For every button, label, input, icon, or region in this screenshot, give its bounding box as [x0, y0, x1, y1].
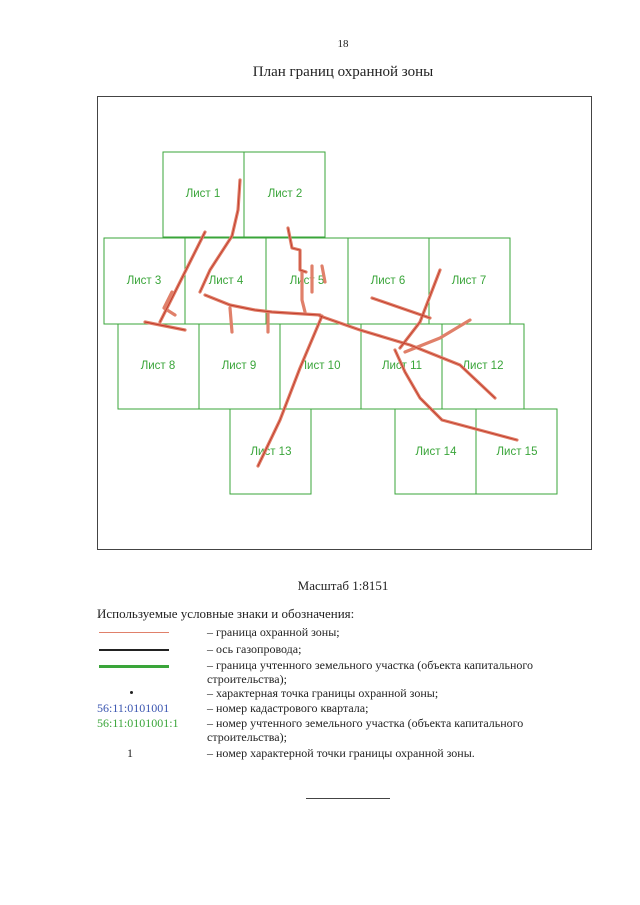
- svg-text:Лист 14: Лист 14: [415, 446, 457, 459]
- svg-text:Лист 13: Лист 13: [250, 446, 292, 459]
- svg-text:Лист 3: Лист 3: [126, 275, 162, 288]
- svg-text:Лист 4: Лист 4: [208, 275, 244, 288]
- svg-text:Лист 7: Лист 7: [451, 275, 487, 288]
- svg-text:Лист 2: Лист 2: [267, 188, 303, 201]
- svg-text:Лист 5: Лист 5: [289, 275, 325, 288]
- sheet-1: [163, 152, 244, 237]
- sheet-10: [280, 324, 361, 409]
- point-number-example: 1: [127, 746, 133, 760]
- svg-text:Лист 9: Лист 9: [221, 360, 257, 373]
- sheet-6: [348, 238, 429, 324]
- sheet-8: [118, 324, 199, 409]
- end-of-page-rule: [306, 798, 390, 799]
- sheet-3: [104, 238, 185, 324]
- point-dot-symbol: [130, 691, 133, 694]
- sheet-12: [442, 324, 524, 409]
- legend-description: – номер характерной точки границы охранной зоны.: [207, 746, 475, 760]
- legend-description: – ось газопровода;: [207, 642, 302, 656]
- legend-description: – граница учтенного земельного участка (объекта капитального строительства);: [207, 658, 534, 686]
- page-number: 18: [337, 38, 349, 50]
- parcel-number-example: 56:11:0101001:1: [97, 716, 179, 730]
- sheet-14: [395, 409, 476, 494]
- svg-text:Лист 12: Лист 12: [462, 360, 504, 373]
- sheet-7: [429, 238, 510, 324]
- svg-text:Лист 11: Лист 11: [381, 360, 423, 373]
- sheet-2: [244, 152, 325, 237]
- protection-zone-boundary: [145, 180, 517, 466]
- svg-text:Лист 6: Лист 6: [370, 275, 406, 288]
- sheet-9: [199, 324, 280, 409]
- legend-description: – характерная точка границы охранной зоны;: [207, 686, 439, 700]
- legend-description: – граница охранной зоны;: [207, 625, 340, 639]
- sheet-15: [476, 409, 557, 494]
- parcel-line-symbol: [99, 665, 169, 668]
- sheet-grid: [104, 152, 557, 494]
- legend-symbol: [97, 658, 207, 672]
- svg-text:Лист 10: Лист 10: [299, 360, 341, 373]
- legend-heading: Используемые условные знаки и обозначения:: [97, 606, 355, 621]
- zone-line-symbol: [99, 632, 169, 633]
- legend-description: – номер учтенного земельного участка (объекта капитального строительства);: [207, 716, 524, 744]
- cadastral-quarter-example: 56:11:0101001: [97, 701, 170, 715]
- sheet-13: [230, 409, 311, 494]
- legend-symbol: [97, 686, 207, 700]
- page-title: План границ охранной зоны: [252, 64, 434, 80]
- axis-line-symbol: [99, 649, 169, 651]
- legend-symbol: [97, 625, 207, 639]
- svg-text:Лист 8: Лист 8: [140, 360, 176, 373]
- svg-text:Лист 1: Лист 1: [185, 188, 221, 201]
- gas-pipeline-axis: [145, 180, 517, 466]
- svg-text:Лист 15: Лист 15: [496, 446, 538, 459]
- legend-description: – номер кадастрового квартала;: [207, 701, 369, 715]
- legend-symbol: [97, 642, 207, 656]
- map-scale: Масштаб 1:8151: [297, 578, 389, 593]
